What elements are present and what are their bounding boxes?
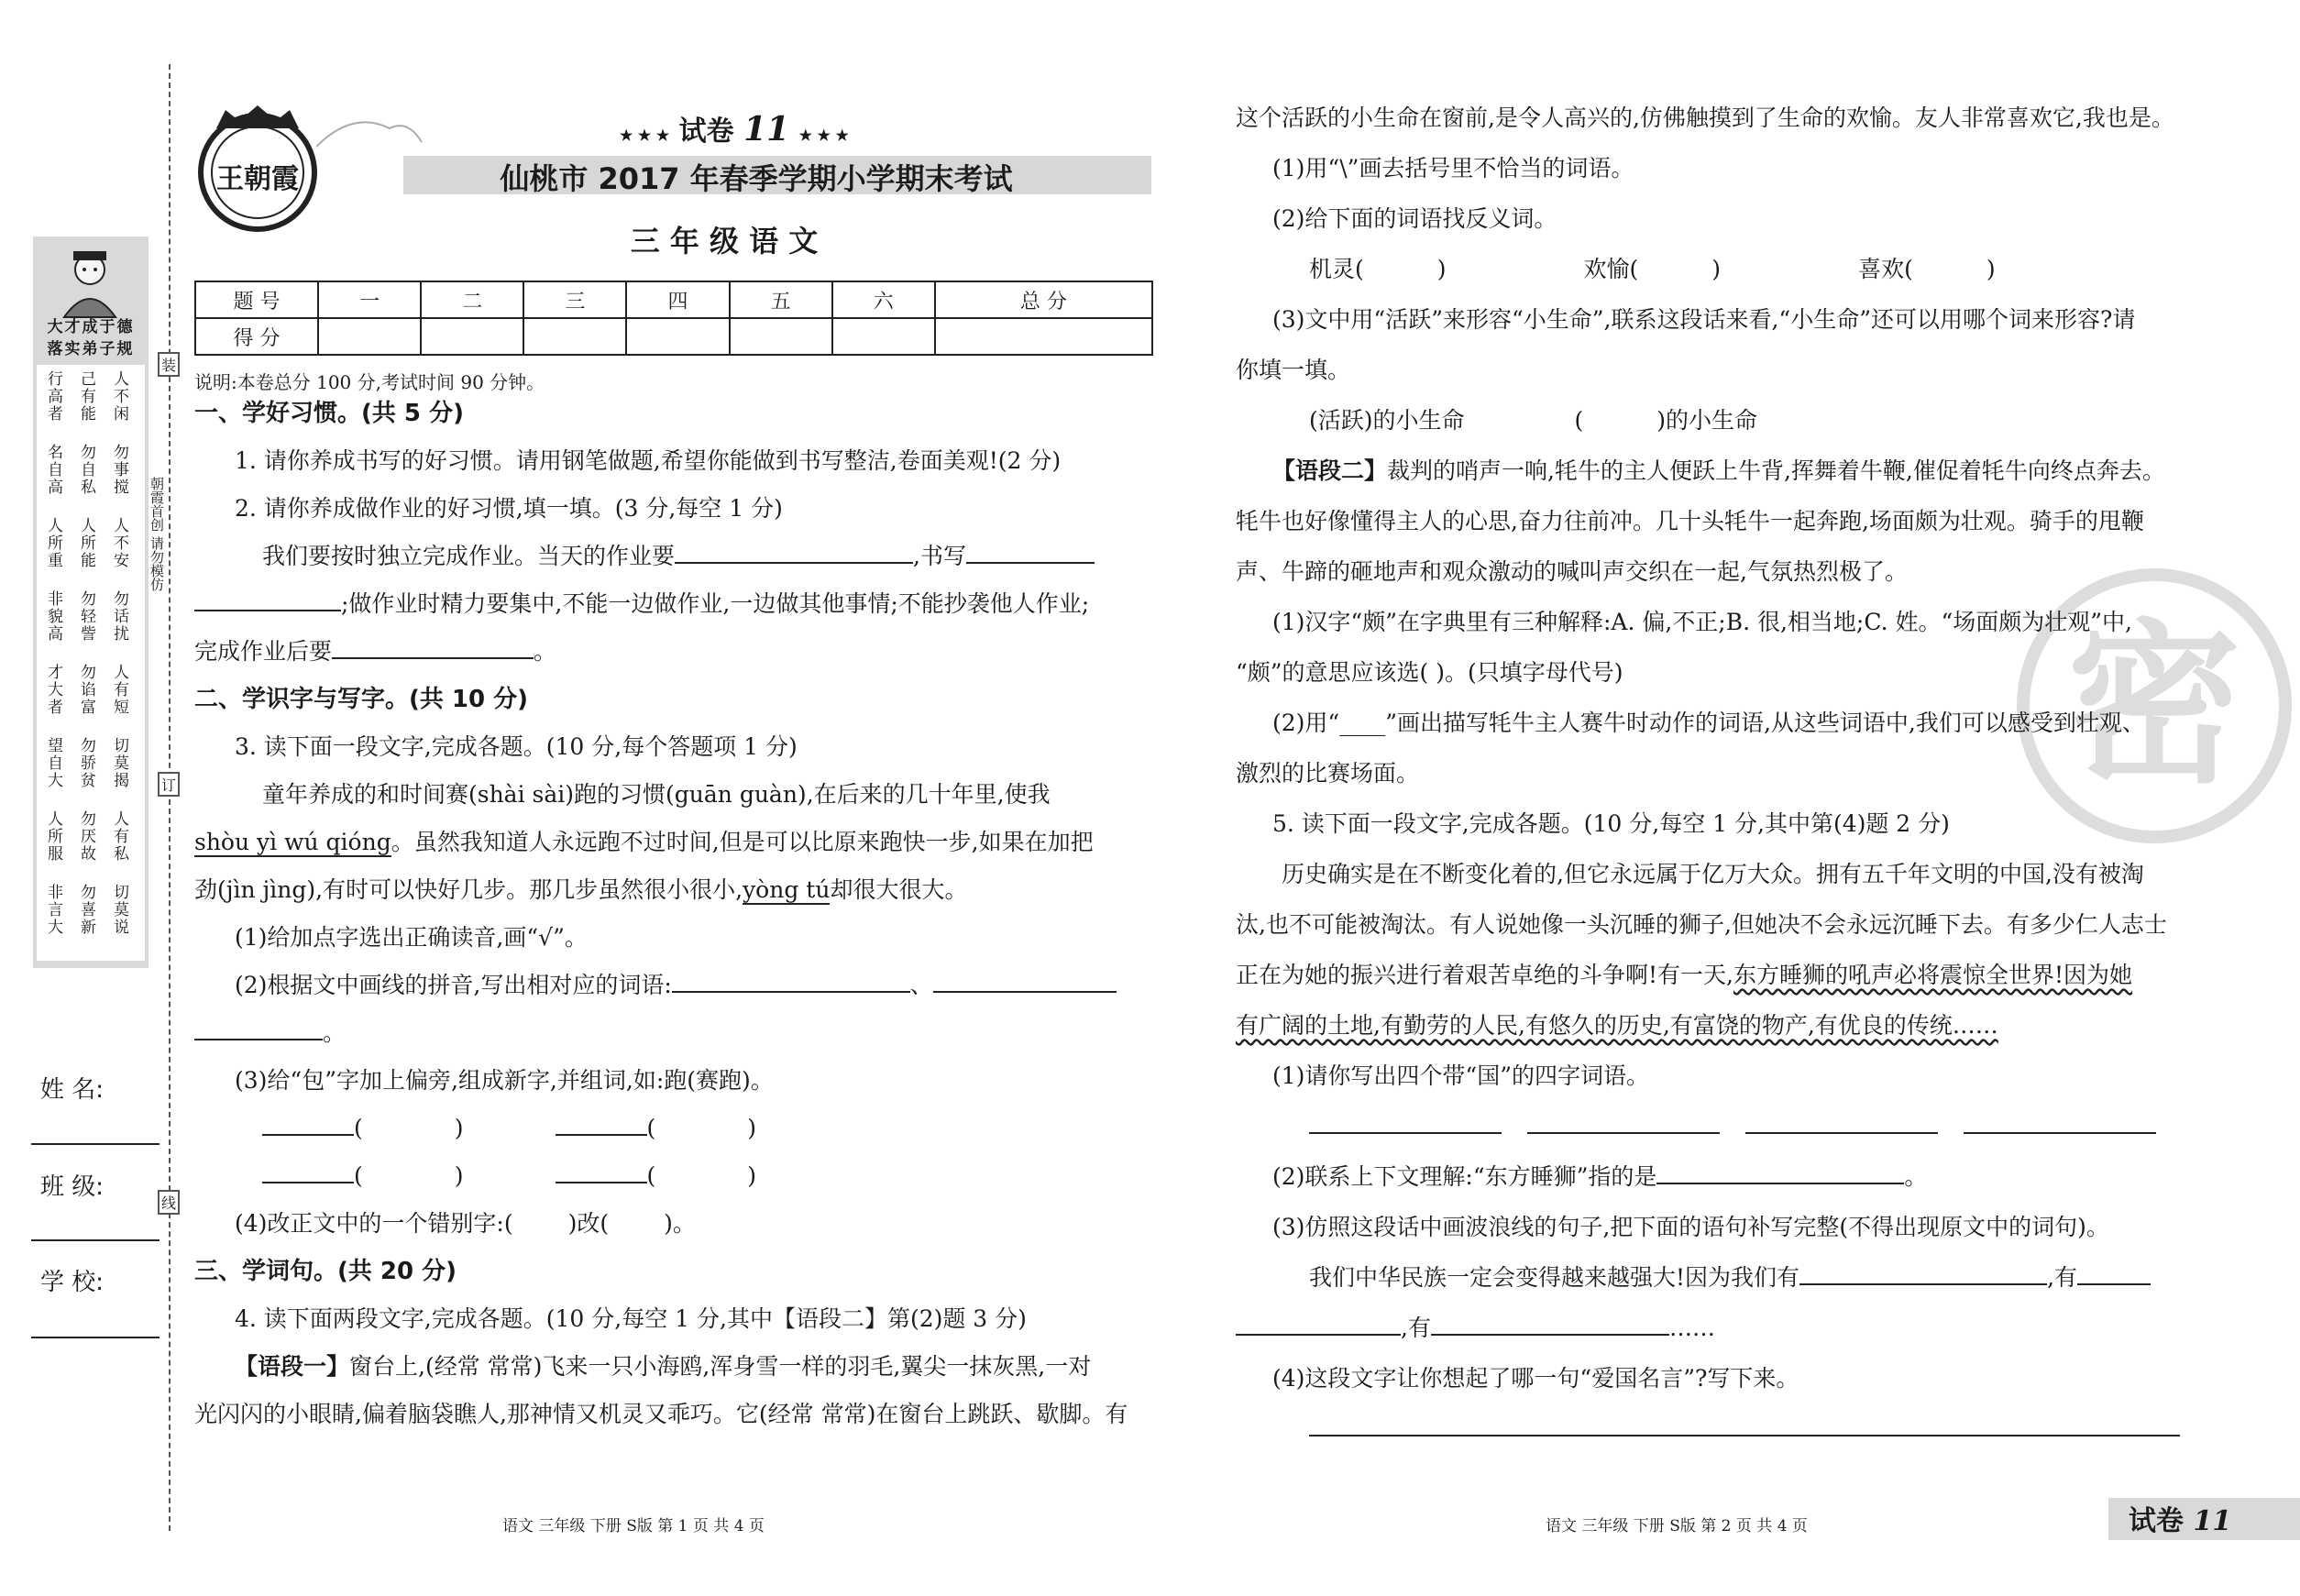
q5-4: (4)这段文字让你想起了哪一句“爱国名言”?写下来。 bbox=[1272, 1365, 1799, 1392]
class-label: 班 级: bbox=[40, 1173, 105, 1201]
q5-2 bbox=[1236, 1161, 2198, 1212]
para1-line-2: 光闪闪的小眼睛,偏着脑袋瞧人,那神情又机灵又乖巧。它(经常 常常)在窗台上跳跃、歇脚。有 bbox=[194, 1401, 1128, 1427]
motto-column: 人不安 bbox=[110, 517, 128, 569]
p5-line-3 bbox=[1236, 960, 2198, 1010]
q5-3-line-2 bbox=[1236, 1313, 2198, 1363]
answer-blank[interactable] bbox=[194, 1018, 323, 1040]
q3-3-row-2: ( ) ( ) bbox=[194, 1161, 1157, 1208]
answer-blank[interactable] bbox=[556, 1161, 647, 1183]
q2-line-3 bbox=[194, 636, 1157, 684]
motto-column: 人有短 bbox=[110, 664, 128, 716]
q3-3-row-1: ( ) ( ) bbox=[194, 1113, 1157, 1161]
table-cell: 四 bbox=[626, 281, 729, 318]
phrase-blank: )的小生命 bbox=[1656, 407, 1758, 434]
passage-text: 劲(jìn jìng),有时可以快好几步。那几步虽然很小很小, bbox=[194, 876, 743, 903]
q2-text: 。 bbox=[534, 638, 557, 665]
answer-blank[interactable] bbox=[966, 542, 1095, 564]
paper-number-label bbox=[620, 108, 849, 149]
page-2-footer: 语文 三年级 下册 S版 第 2 页 共 4 页 bbox=[1546, 1517, 1808, 1535]
passage-text: 却很大很大。 bbox=[830, 876, 968, 903]
answer-blank[interactable] bbox=[675, 542, 913, 564]
school-label: 学 校: bbox=[40, 1269, 105, 1296]
para2-line-2: 牦牛也好像懂得主人的心思,奋力往前冲。几十头牦牛一起奔跑,场面颇为壮观。骑手的甩鞭 bbox=[1236, 508, 2144, 534]
q5-2-text: 。 bbox=[1904, 1163, 1928, 1190]
fold-mark-1: 装 bbox=[158, 352, 180, 377]
motto-column: 才大者 bbox=[44, 664, 62, 716]
motto-column: 行高者 bbox=[44, 370, 62, 423]
table-cell: 五 bbox=[730, 281, 832, 318]
score-table-header bbox=[195, 281, 1152, 318]
paren-close: ) bbox=[1986, 256, 1996, 282]
q4-1: (1)用“\”画去括号里不恰当的词语。 bbox=[1272, 155, 1634, 182]
motto-column: 名自高 bbox=[44, 444, 62, 496]
q5-1-answers bbox=[1236, 1111, 2198, 1161]
score-cell[interactable] bbox=[318, 318, 421, 355]
corner-no: 11 bbox=[2193, 1505, 2232, 1537]
q3-4-text: (4)改正文中的一个错别字:( bbox=[235, 1210, 513, 1237]
motto-column: 勿话扰 bbox=[110, 590, 128, 643]
question-4: 4. 读下面两段文字,完成各题。(10 分,每空 1 分,其中【语段二】第(2)题 3 分) bbox=[235, 1305, 1027, 1332]
table-cell: 三 bbox=[523, 281, 626, 318]
para-label: 【语段一】 bbox=[235, 1353, 350, 1380]
binding-dashed-line bbox=[169, 64, 171, 1531]
q5-3-text: ,有 bbox=[2047, 1264, 2078, 1291]
passage-3-line-1: 童年养成的和时间赛(shài sài)跑的习惯(guān guàn),在后来的几十年里,使我 bbox=[262, 781, 1051, 808]
answer-blank[interactable] bbox=[1236, 1314, 1401, 1336]
score-table bbox=[194, 281, 1153, 356]
para2-line-3: 声、牛蹄的砸地声和观众激动的喊叫声交织在一起,气氛热烈极了。 bbox=[1236, 558, 1908, 585]
answer-blank[interactable] bbox=[194, 589, 341, 611]
motto-column: 非言大 bbox=[44, 884, 62, 936]
right-page-body bbox=[1236, 103, 2198, 1464]
q4-3-cont: 你填一填。 bbox=[1236, 357, 1351, 383]
motto-column: 勿事搅 bbox=[110, 444, 128, 496]
answer-blank[interactable] bbox=[1964, 1112, 2156, 1134]
table-cell: 总 分 bbox=[935, 281, 1152, 318]
passage-text: 窗台上,(经常 常常)飞来一只小海鸥,浑身雪一样的羽毛,翼尖一抹灰黑,一对 bbox=[349, 1353, 1092, 1380]
answer-blank[interactable] bbox=[262, 1161, 354, 1183]
answer-blank[interactable] bbox=[1431, 1314, 1669, 1336]
paren-close: ) bbox=[1711, 256, 1722, 282]
table-cell: 题 号 bbox=[195, 281, 318, 318]
question-2: 2. 请你养成做作业的好习惯,填一填。(3 分,每空 1 分) bbox=[235, 495, 783, 522]
answer-blank[interactable] bbox=[1799, 1263, 2047, 1285]
answer-blank[interactable] bbox=[332, 637, 534, 659]
q4-3: (3)文中用“活跃”来形容“小生命”,联系这段话来看,“小生命”还可以用哪个词来形容?请 bbox=[1272, 306, 2136, 333]
table-cell: 一 bbox=[318, 281, 421, 318]
score-cell[interactable] bbox=[421, 318, 523, 355]
stars-left: ★ ★ ★ bbox=[620, 127, 670, 144]
q5-4-answer bbox=[1236, 1414, 2198, 1464]
score-cell[interactable] bbox=[935, 318, 1152, 355]
motto-column: 人所能 bbox=[77, 517, 95, 569]
q3-4 bbox=[194, 1208, 1157, 1256]
q4-2: (2)给下面的词语找反义词。 bbox=[1272, 205, 1557, 232]
motto-strip bbox=[33, 237, 149, 968]
para1-line-1 bbox=[194, 1351, 1157, 1399]
para2-line-1 bbox=[1236, 456, 2198, 506]
paper-no: 11 bbox=[743, 110, 790, 149]
exam-note: 说明:本卷总分 100 分,考试时间 90 分钟。 bbox=[194, 371, 545, 393]
exam-subtitle: 三 年 级 语 文 bbox=[630, 224, 819, 259]
q3-2: (2)根据文中画线的拼音,写出相对应的词语: 、 bbox=[194, 970, 1157, 1018]
q3-4-text: )改( bbox=[567, 1210, 610, 1237]
logo-text: 王朝霞 bbox=[216, 163, 299, 195]
passage-text: 裁判的哨声一响,牦牛的主人便跃上牛背,挥舞着牛鞭,催促着牦牛向终点奔去。 bbox=[1387, 457, 2165, 484]
answer-blank[interactable] bbox=[1745, 1112, 1938, 1134]
motto-column: 非貌高 bbox=[44, 590, 62, 643]
answer-blank[interactable] bbox=[2077, 1263, 2151, 1285]
q5-1: (1)请你写出四个带“国”的四字词语。 bbox=[1272, 1062, 1649, 1089]
score-cell[interactable] bbox=[523, 318, 626, 355]
q3-2-cont: 。 bbox=[194, 1018, 1157, 1065]
page-1-footer: 语文 三年级 下册 S版 第 1 页 共 4 页 bbox=[502, 1517, 765, 1535]
q5-2-text: (2)联系上下文理解:“东方睡狮”指的是 bbox=[1272, 1163, 1657, 1190]
antonym-item: 机灵( bbox=[1309, 256, 1364, 282]
antonym-item: 喜欢( bbox=[1858, 256, 1913, 282]
class-field[interactable] bbox=[31, 1238, 160, 1241]
passage-text: 正在为她的振兴进行着艰苦卓绝的斗争啊!有一天, bbox=[1236, 962, 1733, 988]
q2-line-1 bbox=[194, 541, 1157, 589]
answer-blank[interactable] bbox=[933, 971, 1117, 993]
q3-3: (3)给“包”字加上偏旁,组成新字,并组词,如:跑(赛跑)。 bbox=[235, 1067, 774, 1094]
slogan-2: 落实弟子规 bbox=[47, 340, 135, 358]
motto-column: 勿谄富 bbox=[77, 664, 95, 716]
score-table-row bbox=[195, 318, 1152, 355]
p5-line-2: 汰,也不可能被淘汰。有人说她像一头沉睡的狮子,但她决不会永远沉睡下去。有多少仁人志士 bbox=[1236, 911, 2167, 938]
question-1: 1. 请你养成书写的好习惯。请用钢笔做题,希望你能做到书写整洁,卷面美观!(2 分) bbox=[235, 447, 1062, 474]
corner-label: 试卷 bbox=[2129, 1505, 2184, 1537]
q5-3-text: 我们中华民族一定会变得越来越强大!因为我们有 bbox=[1309, 1264, 1800, 1291]
q5-3: (3)仿照这段话中画波浪线的句子,把下面的语句补写完整(不得出现原文中的词句)。 bbox=[1272, 1214, 2109, 1240]
motto-column: 勿自私 bbox=[77, 444, 95, 496]
paper-label: 试卷 bbox=[678, 116, 734, 148]
q2-text: 我们要按时独立完成作业。当天的作业要 bbox=[262, 543, 676, 569]
p5-line-1: 历史确实是在不断变化着的,但它永远属于亿万大众。拥有五千年文明的中国,没有被淘 bbox=[1282, 861, 2144, 887]
score-cell[interactable] bbox=[832, 318, 935, 355]
copyright-note: 朝霞首创 请勿模仿 bbox=[149, 477, 165, 591]
section-1-heading: 一、学好习惯。(共 5 分) bbox=[194, 400, 464, 427]
exam-title: 仙桃市 2017 年春季学期小学期末考试 bbox=[500, 161, 1013, 196]
q4-4-1: (1)汉字“颇”在字典里有三种解释:A. 偏,不正;B. 很,相当地;C. 姓。“场面颇为壮观”中, bbox=[1272, 609, 2132, 635]
motto-column: 人所服 bbox=[44, 810, 62, 863]
school-field[interactable] bbox=[31, 1335, 160, 1338]
motto-column: 人不闲 bbox=[110, 370, 128, 423]
q5-3-text: ,有 bbox=[1401, 1315, 1431, 1341]
motto-column: 切莫说 bbox=[110, 884, 128, 936]
motto-column: 人有私 bbox=[110, 810, 128, 863]
q3-2-text: (2)根据文中画线的拼音,写出相对应的词语: bbox=[235, 972, 672, 998]
name-label: 姓 名: bbox=[40, 1076, 105, 1104]
motto-grid bbox=[37, 365, 145, 961]
q4-4-1-cont: “颇”的意思应该选( )。(只填字母代号) bbox=[1236, 659, 1623, 686]
motto-column: 勿骄贫 bbox=[77, 737, 95, 789]
passage-3-line-3 bbox=[194, 875, 1157, 922]
score-cell[interactable] bbox=[730, 318, 832, 355]
wavy-underlined-text: 东方睡狮的吼声必将震惊全世界!因为她 bbox=[1733, 962, 2133, 988]
fold-mark-2: 订 bbox=[158, 772, 180, 797]
p5-line-4 bbox=[1236, 1010, 2198, 1061]
fold-mark-3: 线 bbox=[158, 1190, 180, 1215]
antonym-row bbox=[1236, 254, 2198, 304]
answer-blank[interactable] bbox=[1527, 1112, 1720, 1134]
q5-3-line-1 bbox=[1236, 1262, 2198, 1313]
paren-open: ( bbox=[1574, 407, 1584, 434]
paren-close: ) bbox=[1436, 256, 1447, 282]
motto-column: 望自大 bbox=[44, 737, 62, 789]
answer-line[interactable] bbox=[1309, 1414, 2180, 1436]
q4-4-2: (2)用“____”画出描写牦牛主人赛牛时动作的词语,从这些词语中,我们可以感受到壮观、 bbox=[1272, 710, 2145, 736]
wavy-underlined-text: 有广阔的土地,有勤劳的人民,有悠久的历史,有富饶的物产,有优良的传统…… bbox=[1236, 1012, 1998, 1039]
scholar-illustration bbox=[33, 246, 149, 319]
q4-4-2-cont: 激烈的比赛场面。 bbox=[1236, 760, 1420, 787]
q2-line-2 bbox=[194, 589, 1157, 636]
left-page-body bbox=[194, 367, 1157, 1447]
q2-text: ,书写 bbox=[913, 543, 966, 569]
phrase-example: (活跃)的小生命 bbox=[1309, 407, 1465, 434]
motto-column: 勿厌故 bbox=[77, 810, 95, 863]
q2-text: ;做作业时精力要集中,不能一边做作业,一边做其他事情;不能抄袭他人作业; bbox=[341, 590, 1090, 617]
answer-blank[interactable] bbox=[1309, 1112, 1502, 1134]
para1-line-3: 这个活跃的小生命在窗前,是令人高兴的,仿佛触摸到了生命的欢愉。友人非常喜欢它,我也是。 bbox=[1236, 105, 2174, 131]
table-cell: 六 bbox=[832, 281, 935, 318]
motto-column: 切莫揭 bbox=[110, 737, 128, 789]
section-2-heading: 二、学识字与写字。(共 10 分) bbox=[194, 686, 529, 713]
motto-column: 人所重 bbox=[44, 517, 62, 569]
stamp-text: 密 bbox=[2066, 602, 2241, 807]
motto-column: 勿喜新 bbox=[77, 884, 95, 936]
slogan-1: 大才成于德 bbox=[47, 318, 135, 336]
answer-blank[interactable] bbox=[262, 1114, 354, 1136]
q5-3-text: …… bbox=[1668, 1315, 1715, 1341]
corner-paper-label bbox=[2129, 1498, 2231, 1538]
question-3: 3. 读下面一段文字,完成各题。(10 分,每个答题项 1 分) bbox=[235, 733, 798, 760]
para-label: 【语段二】 bbox=[1272, 457, 1388, 484]
q3-1: (1)给加点字选出正确读音,画“√”。 bbox=[235, 924, 588, 951]
section-3-heading: 三、学词句。(共 20 分) bbox=[194, 1258, 457, 1285]
motto-column: 勿轻訾 bbox=[77, 590, 95, 643]
underlined-pinyin: yòng tú bbox=[743, 876, 831, 903]
question-5: 5. 读下面一段文字,完成各题。(10 分,每空 1 分,其中第(4)题 2 分) bbox=[1272, 810, 1950, 837]
table-cell: 二 bbox=[421, 281, 523, 318]
answer-blank[interactable] bbox=[556, 1114, 647, 1136]
motto-column: 己有能 bbox=[77, 370, 95, 423]
name-field[interactable] bbox=[31, 1141, 160, 1145]
q2-text: 完成作业后要 bbox=[194, 638, 333, 665]
stars-right: ★ ★ ★ bbox=[798, 127, 849, 144]
answer-blank[interactable] bbox=[1656, 1162, 1904, 1184]
q4-3-answer bbox=[1236, 405, 2198, 456]
score-cell[interactable] bbox=[626, 318, 729, 355]
underlined-pinyin: shòu yì wú qióng bbox=[194, 829, 391, 855]
antonym-item: 欢愉( bbox=[1583, 256, 1639, 282]
answer-blank[interactable] bbox=[672, 971, 910, 993]
table-cell: 得 分 bbox=[195, 318, 318, 355]
passage-text: 。虽然我知道人永远跑不过时间,但是可以比原来跑快一步,如果在加把 bbox=[391, 829, 1094, 855]
q3-4-text: )。 bbox=[664, 1210, 696, 1237]
passage-3-line-2 bbox=[194, 827, 1157, 875]
